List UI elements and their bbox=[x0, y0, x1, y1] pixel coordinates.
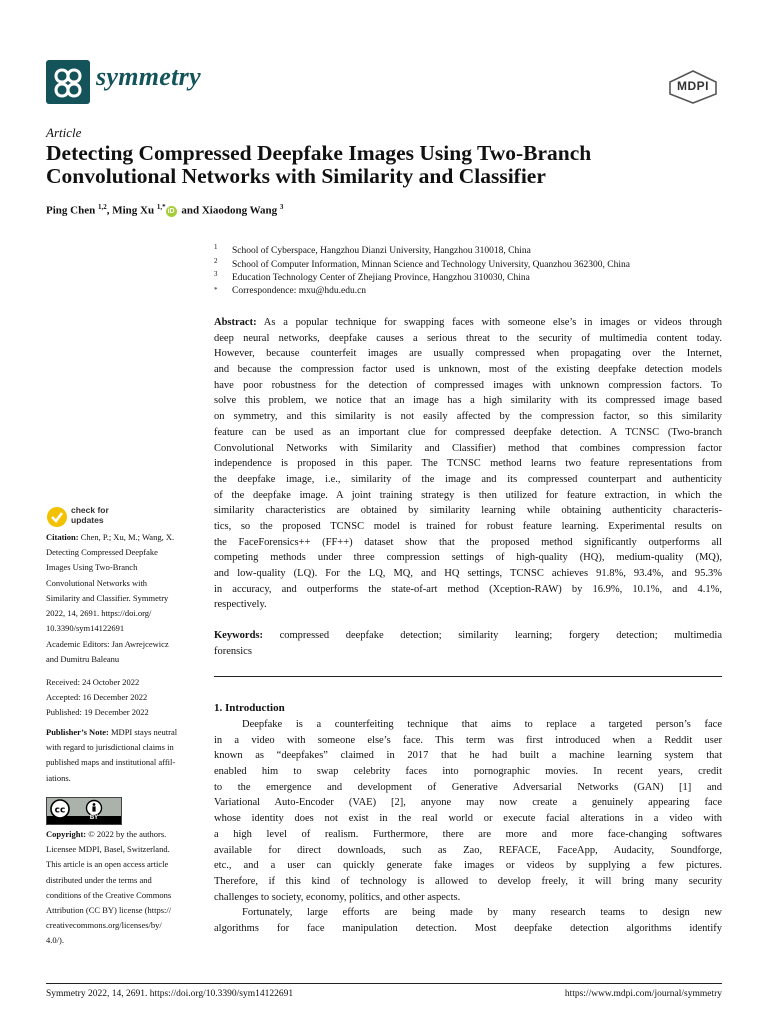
symmetry-logo-icon bbox=[46, 60, 90, 104]
abstract-line: respectively. bbox=[214, 599, 267, 611]
affiliation-number: 1 bbox=[214, 243, 218, 251]
accepted-date: Accepted: 16 December 2022 bbox=[46, 692, 148, 703]
body-line: whose identity does not exist in the real world or execute facial alterations in a video with bbox=[214, 813, 722, 825]
body-line: Deepfake is a counterfeiting technique that aims to replace a targeted person’s face bbox=[242, 719, 722, 730]
author-list bbox=[46, 203, 283, 217]
svg-text:cc: cc bbox=[54, 805, 66, 816]
journal-name[interactable]: symmetry bbox=[96, 62, 201, 91]
abstract-line: the deepfake image, i.e., similarity of the image and its compressed counterpart and authenticity bbox=[214, 473, 722, 485]
orcid-icon[interactable]: iD bbox=[167, 207, 175, 215]
copyright-line: This article is an open access article bbox=[46, 859, 169, 870]
article-dates bbox=[46, 675, 196, 721]
copyright-line: Licensee MDPI, Basel, Switzerland. bbox=[46, 844, 170, 855]
abstract-line: solve this problem, we notice that an image has a high similarity with its compressed image based bbox=[214, 395, 722, 407]
copyright-line: Copyright: © 2022 by the authors. bbox=[46, 829, 167, 839]
affiliation-number: 2 bbox=[214, 257, 218, 265]
affiliation-text: Education Technology Center of Zhejiang Province, Hangzhou 310030, China bbox=[232, 273, 530, 283]
publisher-note-label: Publisher’s Note: bbox=[46, 727, 109, 737]
citation-line: 2022, 14, 2691. https://doi.org/ bbox=[46, 608, 152, 619]
intro-paragraph bbox=[214, 717, 722, 937]
editors-line: Academic Editors: Jan Awrejcewicz bbox=[46, 639, 169, 649]
citation-line: Citation: Chen, P.; Xu, M.; Wang, X. bbox=[46, 532, 175, 542]
check-for-updates-badge[interactable] bbox=[46, 506, 166, 528]
section-divider bbox=[214, 676, 722, 677]
author-name[interactable]: Ming Xu bbox=[112, 204, 155, 217]
copyright-line: Attribution (CC BY) license (https:// bbox=[46, 905, 172, 916]
abstract-line: tics, so the proposed TCNSC model is trained for robust feature learning. Experimental results on bbox=[214, 520, 722, 532]
abstract-line: of the deepfake image. A joint training strategy is then utilized for feature extraction, in which the bbox=[214, 489, 722, 501]
citation-label: Citation: bbox=[46, 532, 79, 542]
check-updates-icon bbox=[46, 506, 68, 528]
section-heading: 1. Introduction bbox=[214, 702, 285, 714]
abstract bbox=[214, 315, 722, 613]
publisher-name: MDPI bbox=[677, 79, 709, 93]
footer-journal-link[interactable]: https://www.mdpi.com/journal/symmetry bbox=[564, 989, 722, 999]
editors-line: and Dumitru Baleanu bbox=[46, 654, 120, 665]
body-line: a high level of realism. Furthermore, there are more and more face-changing softwares bbox=[214, 828, 722, 840]
footer-divider bbox=[46, 983, 722, 984]
citation-line: Images Using Two-Branch bbox=[46, 562, 138, 573]
body-line: in a video with someone else’s face. This term was first introduced when a Reddit user bbox=[214, 734, 722, 746]
publisher-note-line: Publisher’s Note: MDPI stays neutral bbox=[46, 727, 178, 737]
author-affiliation: 1,* bbox=[156, 203, 166, 211]
creative-commons-icon bbox=[47, 798, 121, 824]
affiliation-number: * bbox=[214, 286, 218, 294]
cc-by-license-badge[interactable] bbox=[46, 797, 122, 825]
abstract-label: Abstract: bbox=[214, 317, 257, 328]
body-line: challenges to society, economy, politics, and other aspects. bbox=[214, 891, 461, 903]
title-line: Convolutional Networks with Similarity and Classifier bbox=[46, 164, 546, 188]
affiliation-text: School of Cyberspace, Hangzhou Dianzi University, Hangzhou 310018, China bbox=[232, 246, 531, 256]
affiliation-text: School of Computer Information, Minnan Science and Technology University, Quanzhou 362300, China bbox=[232, 260, 630, 270]
body-line: to the emergence and development of Generative Adversarial Networks (GAN) [1] and bbox=[214, 781, 722, 793]
keywords-line: forensics bbox=[214, 645, 252, 657]
abstract-line: competing methods under three compression settings of high-quality (HQ), medium-quality (MQ), bbox=[214, 552, 722, 564]
abstract-line: deep neural networks, deepfake causes a serious threat to the security of multimedia content today. bbox=[214, 332, 722, 344]
footer-citation[interactable]: Symmetry 2022, 14, 2691. https://doi.org/10.3390/sym14122691 bbox=[46, 989, 294, 999]
abstract-line: Convolutional Networks with Similarity and Classifier) method that combines compression factor bbox=[214, 442, 722, 454]
body-line: enabled him to swap celebrity faces into pornographic movies. In recent years, credit bbox=[214, 766, 722, 778]
publisher-logo[interactable] bbox=[668, 70, 718, 104]
abstract-line: have poor robustness for the detection of compressed images with unknown compression factors. To bbox=[214, 379, 722, 391]
citation-block bbox=[46, 530, 196, 636]
author-name[interactable]: Ping Chen bbox=[46, 204, 96, 217]
body-line: etc., and a user can quickly generate fake images or videos by supplying a few pictures. bbox=[214, 860, 722, 872]
license-link[interactable]: creativecommons.org/licenses/by/ bbox=[46, 920, 162, 931]
abstract-line: on symmetry, and this similarity is not easily affected by the compression factor, so this similarity bbox=[214, 411, 722, 423]
paper-title bbox=[46, 142, 726, 188]
keywords-label: Keywords: bbox=[214, 630, 263, 641]
abstract-line: feature can be used as an important clue for compressed deepfake detection. A TCNSC (Two-branch bbox=[214, 426, 722, 438]
abstract-line: and low-quality (LQ). For the LQ, MQ, and HQ settings, TCNSC achieves 91.8%, 93.4%, and 95.3% bbox=[214, 568, 722, 579]
body-line: Therefore, if this kind of technology is allowed to develop freely, it will bring many security bbox=[214, 875, 722, 887]
publisher-note-line: iations. bbox=[46, 772, 71, 783]
body-line: available for direct downloads, such as Zao, REFACE, FaceApp, Audacity, Soundforge, bbox=[214, 844, 722, 856]
keywords-line: Keywords: compressed deepfake detection; similarity learning; forgery detection; multimedia bbox=[214, 630, 722, 641]
citation-doi-link[interactable]: 10.3390/sym14122691 bbox=[46, 623, 125, 634]
copyright-label: Copyright: bbox=[46, 829, 87, 839]
citation-line: Convolutional Networks with bbox=[46, 577, 148, 588]
abstract-line: Abstract: As a popular technique for swapping faces with someone else’s in images or videos through bbox=[214, 317, 722, 328]
body-line: Variational Auto-Encoder (VAE) [2], anyone may now create a genuinely appearing face bbox=[214, 797, 722, 809]
affiliation-number: 3 bbox=[214, 270, 218, 278]
abstract-line: in accuracy, and outperforms the state-of-art method (Xception-RAW) by 16.9%, 10.1%, and 4.1%, bbox=[214, 583, 722, 595]
body-line: algorithms for face manipulation detection. Most deepfake detection algorithms identify bbox=[214, 922, 722, 934]
cc-by-label: BY bbox=[89, 815, 99, 821]
journal-logo bbox=[46, 60, 90, 104]
abstract-line: and because the compression factor used is unknown, most of the existing deepfake detection models bbox=[214, 364, 722, 376]
abstract-line: independence is proposed in this paper. The TCNSC method learns two feature representations from bbox=[214, 458, 722, 470]
copyright-line: conditions of the Creative Commons bbox=[46, 889, 172, 900]
copyright-line: distributed under the terms and bbox=[46, 874, 152, 885]
title-line: Detecting Compressed Deepfake Images Using Two-Branch bbox=[46, 141, 592, 165]
author-separator: , bbox=[106, 204, 113, 217]
article-type: Article bbox=[46, 125, 82, 140]
copyright-line: 4.0/). bbox=[46, 935, 64, 946]
published-date: Published: 19 December 2022 bbox=[46, 707, 149, 718]
keywords bbox=[214, 628, 722, 659]
body-line: known as “deepfakes” claimed in 2017 that he had built a machine learning system that bbox=[214, 750, 722, 762]
citation-line: Detecting Compressed Deepfake bbox=[46, 547, 158, 558]
author-name[interactable]: Xiaodong Wang bbox=[201, 204, 278, 217]
publisher-note-line: published maps and institutional affil- bbox=[46, 757, 176, 768]
abstract-line: the FaceForensics++ (FF++) dataset show that the proposed method significantly outperforms all bbox=[214, 536, 722, 548]
author-affiliation: 1,2 bbox=[97, 203, 107, 211]
received-date: Received: 24 October 2022 bbox=[46, 677, 140, 687]
abstract-line: similarity characteristics are obtained by similarity learning while obtaining authenticity characteris- bbox=[214, 505, 722, 517]
author-affiliation: 3 bbox=[279, 203, 284, 211]
correspondence-text[interactable]: Correspondence: mxu@hdu.edu.cn bbox=[232, 286, 367, 296]
author-separator: and bbox=[178, 204, 202, 217]
check-updates-label: check for updates bbox=[71, 505, 109, 525]
publisher-note bbox=[46, 725, 196, 786]
abstract-line: However, because counterfeit images are usually compressed when propagating over the Internet, bbox=[214, 348, 722, 360]
body-line: Fortunately, large efforts are being made by many research teams to design new bbox=[242, 907, 722, 919]
publisher-note-line: with regard to jurisdictional claims in bbox=[46, 742, 174, 753]
copyright-block bbox=[46, 827, 196, 949]
citation-line: Similarity and Classifier. Symmetry bbox=[46, 592, 169, 603]
academic-editors bbox=[46, 637, 196, 667]
